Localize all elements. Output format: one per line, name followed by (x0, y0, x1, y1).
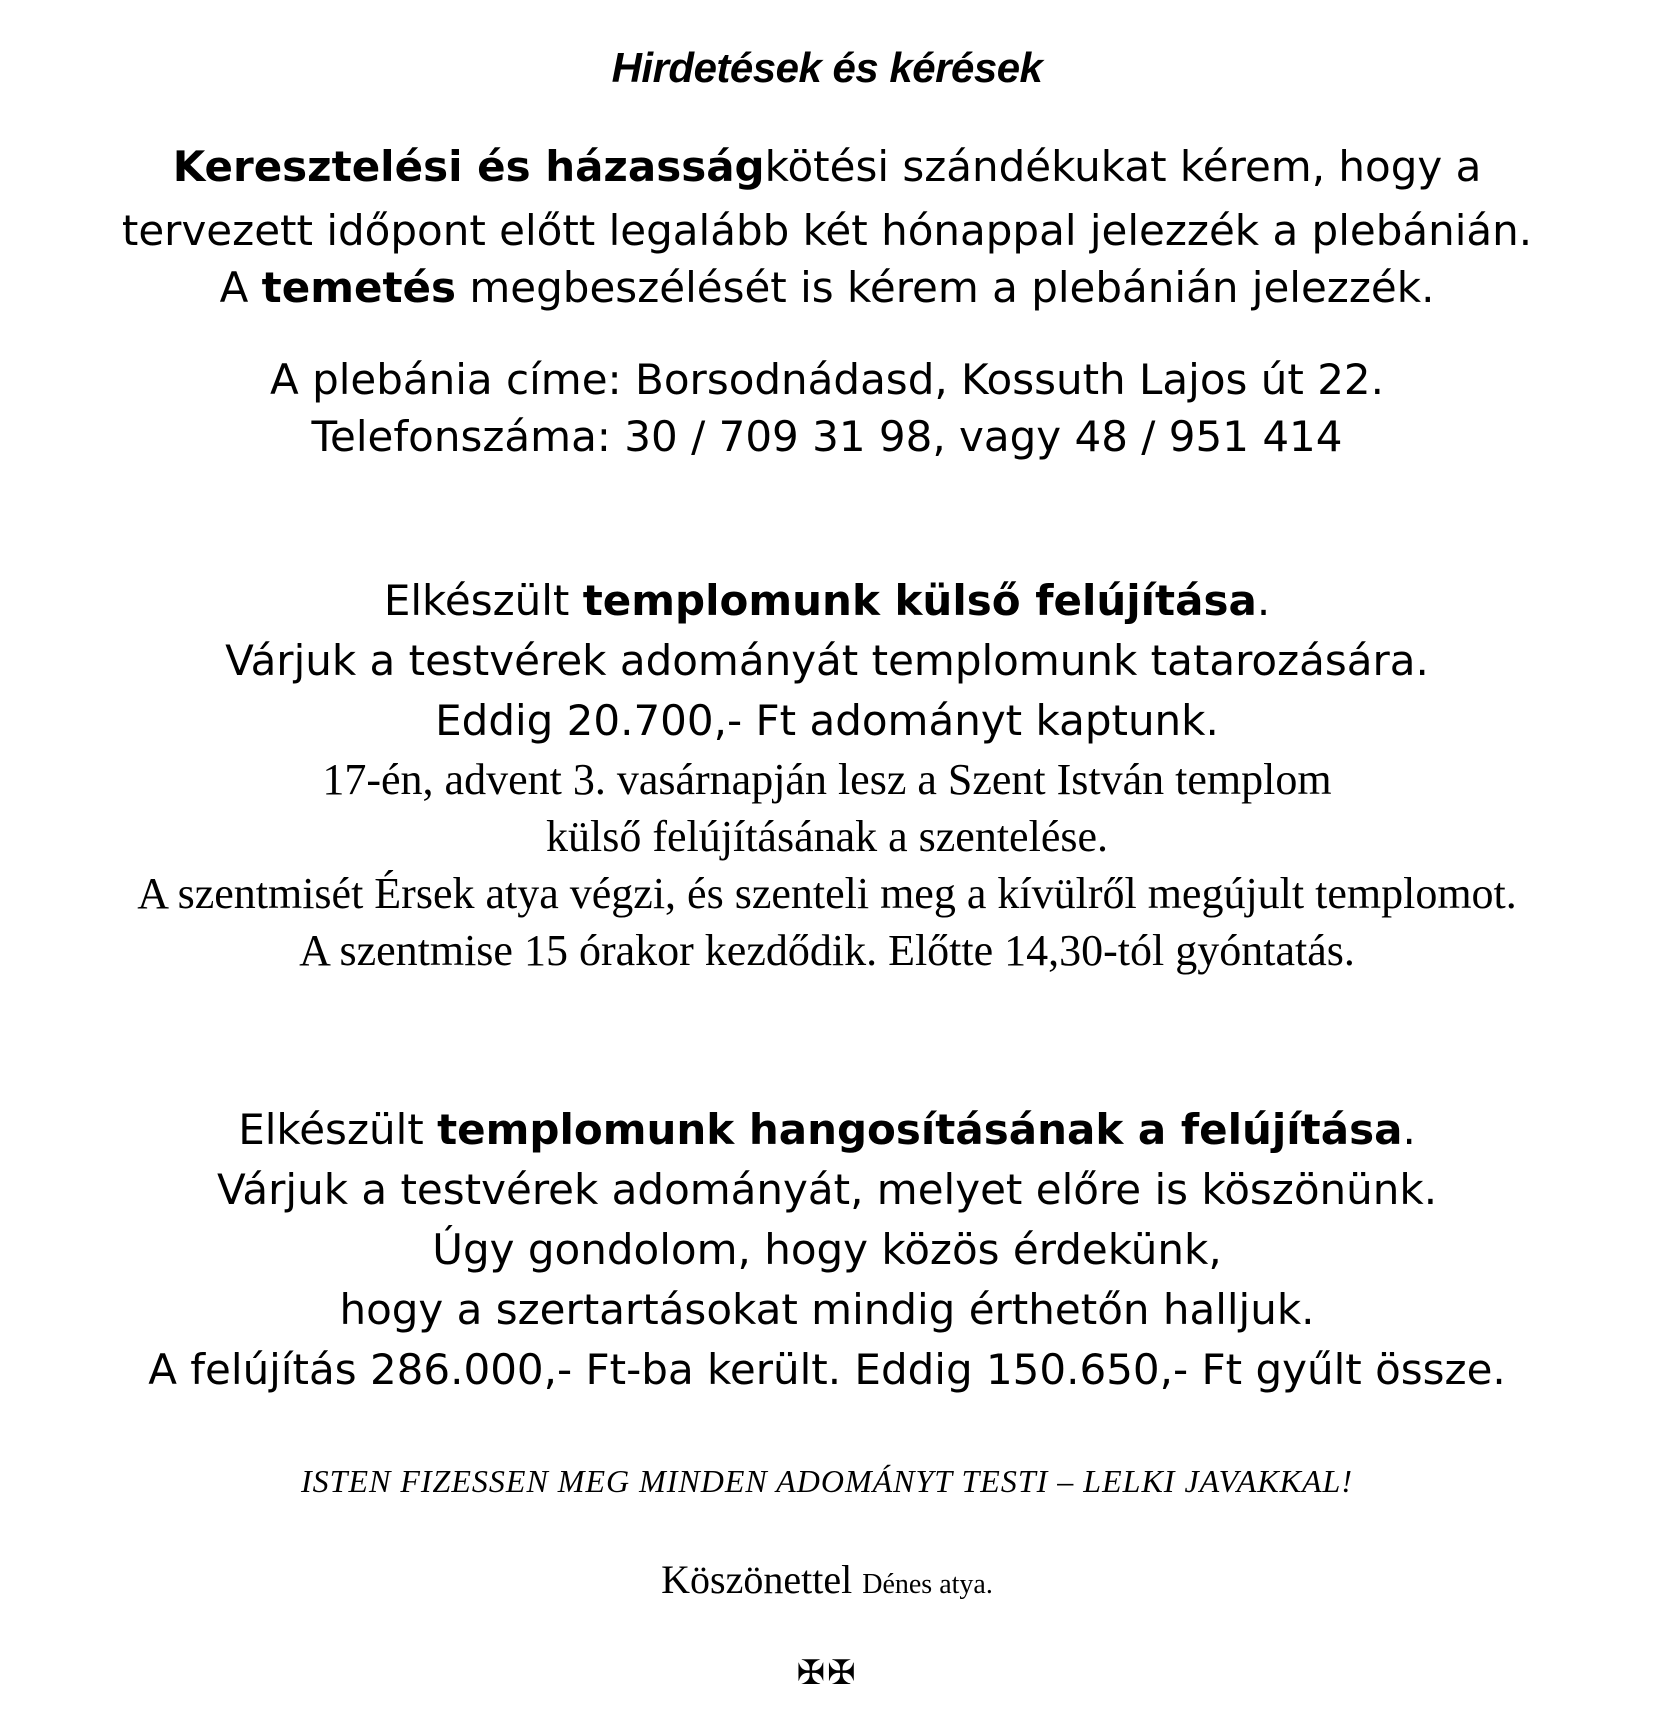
cross-icon: ✠✠ (796, 1653, 858, 1693)
parish-address: A plebánia címe: Borsodnádasd, Kossuth Lajos út 22. (270, 355, 1384, 404)
section1-line-2: Várjuk a testvérek adományát templomunk tatarozására. (225, 636, 1429, 685)
funeral-term: temetés (261, 263, 457, 312)
intro-bold-terms: Keresztelési és házasság (172, 142, 765, 191)
closing-signature: Köszönettel Dénes atya. (661, 1557, 993, 1602)
section1-donation-total: Eddig 20.700,- Ft adományt kaptunk. (435, 696, 1219, 745)
section1-line-5: külső felújításának a szentelése. (545, 812, 1108, 861)
section1-heading: Elkészült templomunk külső felújítása. (383, 576, 1271, 625)
section2-heading: Elkészült templomunk hangosításának a felújítása. (238, 1105, 1416, 1154)
blessing-line: ISTEN FIZESSEN MEG MINDEN ADOMÁNYT TESTI – LELKI JAVAKKAL! (301, 1463, 1353, 1499)
section1-line-6: A szentmisét Érsek atya végzi, és szenteli meg a kívülről megújult templomot. (137, 869, 1517, 918)
intro-line-2: tervezett időpont előtt legalább két hónappal jelezzék a plebánián. (121, 206, 1533, 255)
section2-line-4: hogy a szertartásokat mindig érthetőn halljuk. (339, 1285, 1315, 1334)
page-title: Hirdetések és kérések (611, 44, 1043, 91)
section2-line-3: Úgy gondolom, hogy közös érdekünk, (432, 1225, 1222, 1274)
section1-line-7: A szentmise 15 órakor kezdődik. Előtte 14,30-tól gyóntatás. (299, 926, 1355, 975)
intro-line-1: Keresztelési és házasságkötési szándékukat kérem, hogy a (172, 142, 1482, 191)
intro-line-3: A temetés megbeszélését is kérem a plebánián jelezzék. (219, 263, 1435, 312)
signature-name: Dénes atya. (862, 1569, 993, 1600)
section2-line-2: Várjuk a testvérek adományát, melyet előre is köszönünk. (216, 1165, 1438, 1214)
section1-line-4: 17-én, advent 3. vasárnapján lesz a Szent István templom (322, 755, 1332, 804)
parish-phone: Telefonszáma: 30 / 709 31 98, vagy 48 / 951 414 (311, 412, 1343, 461)
section2-cost-line: A felújítás 286.000,- Ft-ba került. Eddig 150.650,- Ft gyűlt össze. (148, 1345, 1506, 1394)
